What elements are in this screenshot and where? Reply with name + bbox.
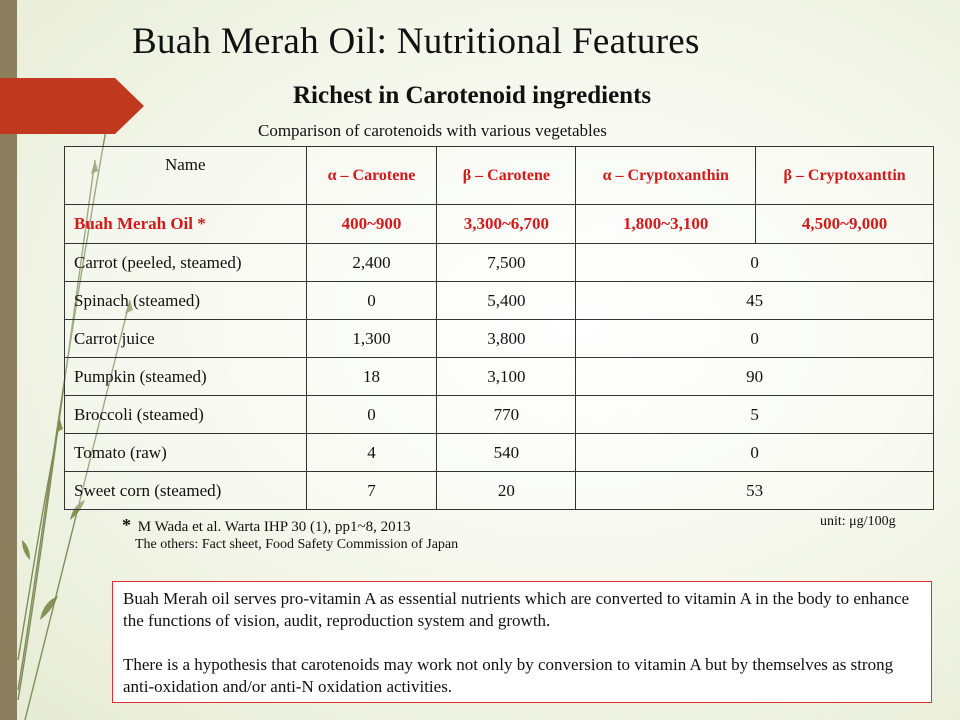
cell-beta-carotene: 3,100 <box>437 358 576 396</box>
table-caption: Comparison of carotenoids with various vegetables <box>258 121 607 140</box>
cell-name: Carrot juice <box>65 320 307 358</box>
cell-alpha-carotene: 2,400 <box>306 244 437 282</box>
footnote-source-1 <box>122 515 411 536</box>
table-row <box>65 396 934 434</box>
cell-cryptoxanthin: 0 <box>576 434 934 472</box>
table-row <box>65 320 934 358</box>
cell-cryptoxanthin: 90 <box>576 358 934 396</box>
page-subtitle: Richest in Carotenoid ingredients <box>293 82 652 109</box>
cell-cryptoxanthin: 0 <box>576 320 934 358</box>
cell-beta-carotene: 3,300~6,700 <box>437 205 576 244</box>
cell-name: Tomato (raw) <box>65 434 307 472</box>
cell-name: Pumpkin (steamed) <box>65 358 307 396</box>
carotenoid-table <box>64 146 934 510</box>
cell-alpha-carotene: 400~900 <box>306 205 437 244</box>
explanation-paragraph-1: Buah Merah oil serves pro-vitamin A as essential nutrients which are converted to vitamin A in the body to enhance the functions of vision, audit, reproduction system and growth. <box>123 589 910 630</box>
explanation-paragraph-2: There is a hypothesis that carotenoids may work not only by conversion to vitamin A but by themselves as strong anti-oxidation and/or anti-N oxidation activities. <box>123 655 894 696</box>
header-beta-cryptoxanthin: β – Cryptoxanttin <box>756 147 934 205</box>
cell-name: Broccoli (steamed) <box>65 396 307 434</box>
table-row <box>65 358 934 396</box>
explanation-box <box>112 581 932 703</box>
title-arrow-tab <box>0 78 144 134</box>
footnote-star: * <box>122 515 131 535</box>
cell-beta-carotene: 7,500 <box>437 244 576 282</box>
cell-beta-cryptoxanthin: 4,500~9,000 <box>756 205 934 244</box>
cell-name: Carrot (peeled, steamed) <box>65 244 307 282</box>
cell-cryptoxanthin: 5 <box>576 396 934 434</box>
cell-cryptoxanthin: 53 <box>576 472 934 510</box>
unit-label: unit: μg/100g <box>820 514 896 529</box>
header-beta-carotene: β – Carotene <box>437 147 576 205</box>
cell-alpha-cryptoxanthin: 1,800~3,100 <box>576 205 756 244</box>
cell-alpha-carotene: 1,300 <box>306 320 437 358</box>
table-header-row <box>65 147 934 205</box>
table-row <box>65 434 934 472</box>
table-row <box>65 472 934 510</box>
cell-name: Buah Merah Oil * <box>65 205 307 244</box>
cell-beta-carotene: 3,800 <box>437 320 576 358</box>
table-row <box>65 244 934 282</box>
cell-beta-carotene: 540 <box>437 434 576 472</box>
header-name: Name <box>65 147 307 205</box>
cell-alpha-carotene: 0 <box>306 396 437 434</box>
cell-beta-carotene: 770 <box>437 396 576 434</box>
cell-alpha-carotene: 18 <box>306 358 437 396</box>
cell-cryptoxanthin: 45 <box>576 282 934 320</box>
cell-name: Sweet corn (steamed) <box>65 472 307 510</box>
cell-beta-carotene: 5,400 <box>437 282 576 320</box>
cell-alpha-carotene: 7 <box>306 472 437 510</box>
footnote-text-1: M Wada et al. Warta IHP 30 (1), pp1~8, 2013 <box>137 519 411 535</box>
footnote-source-2: The others: Fact sheet, Food Safety Commission of Japan <box>135 537 459 552</box>
header-alpha-cryptoxanthin: α – Cryptoxanthin <box>576 147 756 205</box>
cell-beta-carotene: 20 <box>437 472 576 510</box>
cell-alpha-carotene: 0 <box>306 282 437 320</box>
page-title: Buah Merah Oil: Nutritional Features <box>132 21 700 62</box>
table-row <box>65 282 934 320</box>
cell-cryptoxanthin: 0 <box>576 244 934 282</box>
table-row-highlight <box>65 205 934 244</box>
header-alpha-carotene: α – Carotene <box>306 147 437 205</box>
cell-alpha-carotene: 4 <box>306 434 437 472</box>
cell-name: Spinach (steamed) <box>65 282 307 320</box>
